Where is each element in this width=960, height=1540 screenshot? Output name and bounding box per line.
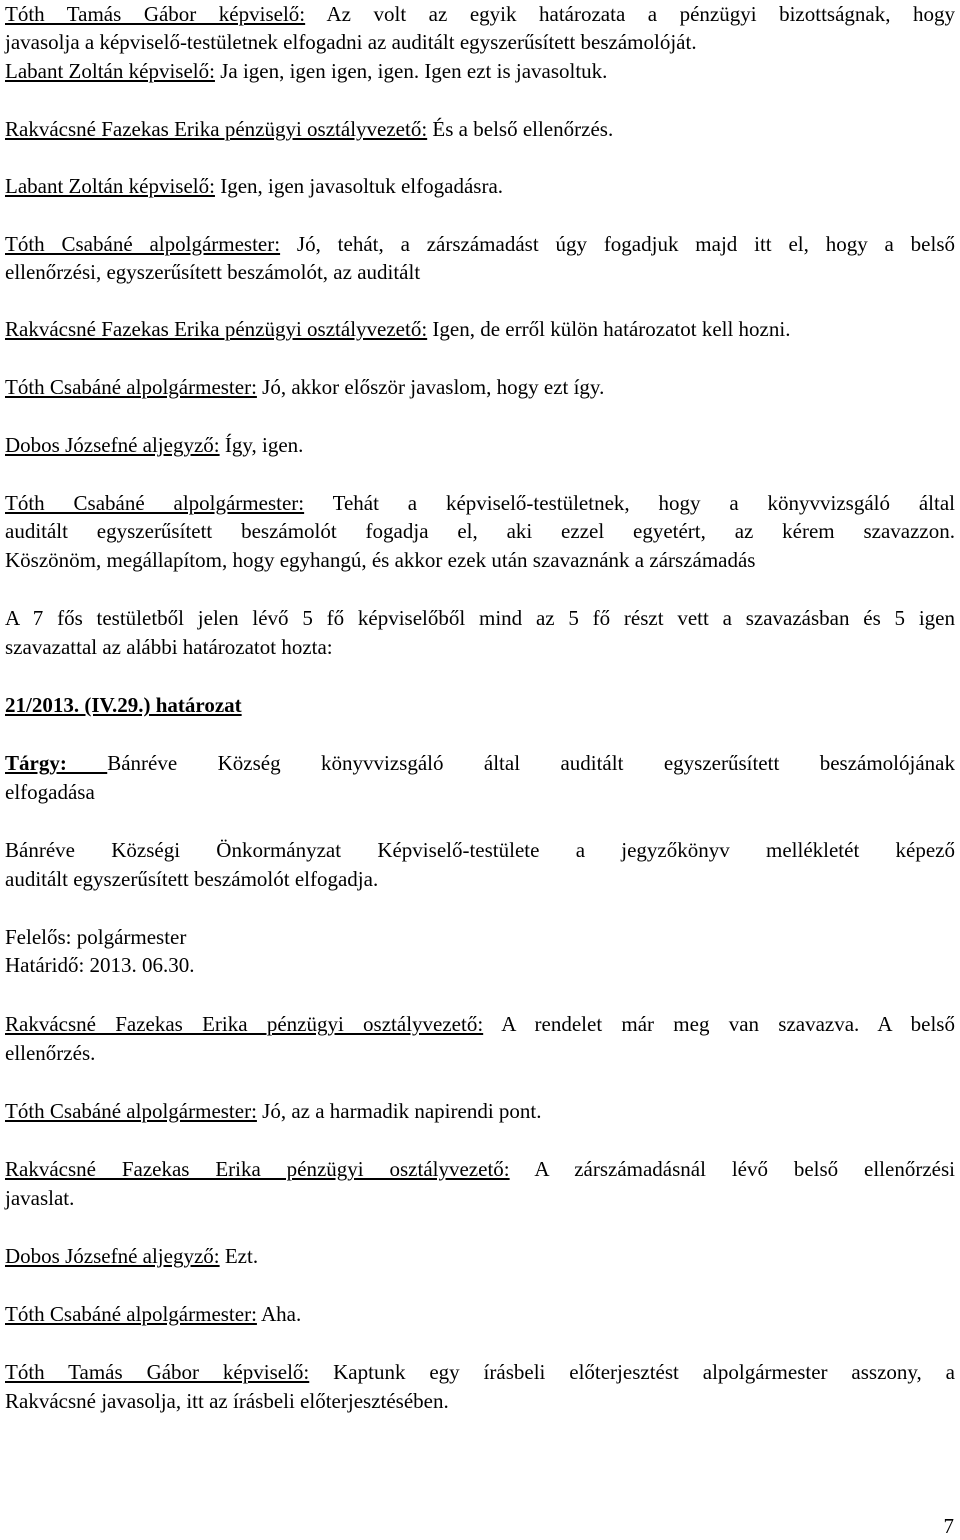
speech-text: auditált egyszerűsített beszámolót fogadja el, aki ezzel egyetért, az kérem szavazzon. — [5, 519, 955, 543]
speech-text: Jó, tehát, a zárszámadást úgy fogadjuk majd itt el, hogy a belső — [280, 232, 956, 256]
paragraph-line — [5, 431, 955, 459]
speaker-name: Tóth Csabáné alpolgármester: — [5, 1302, 257, 1326]
speaker-name: Tóth Tamás Gábor képviselő: — [5, 1360, 310, 1384]
speech-text: Az volt az egyik határozata a pénzügyi bizottságnak, hogy — [305, 2, 956, 26]
resolution-body-line — [5, 865, 955, 893]
speaker-name: Tóth Csabáné alpolgármester: — [5, 1099, 257, 1123]
resolution-subject-line — [5, 749, 955, 777]
paragraph-line — [5, 115, 955, 143]
subject-text: elfogadása — [5, 780, 95, 804]
paragraph-line — [5, 1300, 955, 1328]
resolution-title: 21/2013. (IV.29.) határozat — [5, 693, 242, 717]
speech-text: Igen, de erről külön határozatot kell hozni. — [427, 317, 791, 341]
speech-text: És a belső ellenőrzés. — [427, 117, 614, 141]
resolution-body-line — [5, 836, 955, 864]
speaker-name: Dobos Józsefné aljegyző: — [5, 1244, 220, 1268]
paragraph-line — [5, 517, 955, 545]
resolution-body-text: Bánréve Községi Önkormányzat Képviselő-testülete a jegyzőkönyv mellékletét képező — [5, 838, 955, 862]
paragraph-line — [5, 230, 955, 258]
speech-text: Ja igen, igen igen, igen. Igen ezt is javasoltuk. — [214, 59, 608, 83]
paragraph-line — [5, 1184, 955, 1212]
paragraph-line — [5, 28, 955, 56]
paragraph-line — [5, 1155, 955, 1183]
speaker-name: Tóth Tamás Gábor képviselő: — [5, 2, 306, 26]
speech-text: ellenőrzés. — [5, 1041, 96, 1065]
paragraph-line — [5, 1010, 955, 1038]
subject-label: Tárgy: — [5, 751, 108, 775]
vote-text: A 7 fős testületből jelen lévő 5 fő képviselőből mind az 5 fő részt vett a szavazásban és 5 igen — [5, 606, 955, 630]
responsible-text: Felelős: polgármester — [5, 925, 187, 949]
vote-result-line — [5, 633, 955, 661]
speech-text: javasolja a képviselő-testületnek elfogadni az auditált egyszerűsített beszámolóját. — [5, 30, 697, 54]
vote-result-line — [5, 604, 955, 632]
vote-text: szavazattal az alábbi határozatot hozta: — [5, 635, 333, 659]
paragraph-line — [5, 546, 955, 574]
paragraph-line — [5, 258, 955, 286]
paragraph-line — [5, 1387, 955, 1415]
speaker-name: Labant Zoltán képviselő: — [5, 59, 215, 83]
resolution-body-text: auditált egyszerűsített beszámolót elfogadja. — [5, 867, 379, 891]
speech-text: javaslat. — [5, 1186, 75, 1210]
speech-text: Jó, az a harmadik napirendi pont. — [256, 1099, 542, 1123]
page-number: 7 — [943, 1514, 954, 1538]
speech-text: Ezt. — [219, 1244, 259, 1268]
speaker-name: Tóth Csabáné alpolgármester: — [5, 375, 257, 399]
paragraph-line — [5, 489, 955, 517]
resolution-subject-line — [5, 778, 955, 806]
speech-text: Igen, igen javasoltuk elfogadásra. — [214, 174, 504, 198]
speech-text: Jó, akkor először javaslom, hogy ezt így. — [256, 375, 605, 399]
resolution-title-line — [5, 691, 955, 719]
speaker-name: Rakvácsné Fazekas Erika pénzügyi osztályvezető: — [5, 1012, 484, 1036]
responsible-line — [5, 923, 955, 951]
paragraph-line — [5, 172, 955, 200]
deadline-line — [5, 951, 955, 979]
deadline-text: Határidő: 2013. 06.30. — [5, 953, 195, 977]
speaker-name: Tóth Csabáné alpolgármester: — [5, 232, 281, 256]
paragraph-line — [5, 0, 955, 28]
speech-text: Aha. — [256, 1302, 302, 1326]
speaker-name: Rakvácsné Fazekas Erika pénzügyi osztályvezető: — [5, 317, 428, 341]
speech-text: Kaptunk egy írásbeli előterjesztést alpolgármester asszony, a — [309, 1360, 955, 1384]
paragraph-line — [5, 1242, 955, 1270]
speech-text: Tehát a képviselő-testületnek, hogy a könyvvizsgáló által — [304, 491, 955, 515]
paragraph-line — [5, 1039, 955, 1067]
paragraph-line — [5, 1358, 955, 1386]
speaker-name: Rakvácsné Fazekas Erika pénzügyi osztályvezető: — [5, 117, 428, 141]
speaker-name: Rakvácsné Fazekas Erika pénzügyi osztályvezető: — [5, 1157, 510, 1181]
speech-text: Rakvácsné javasolja, itt az írásbeli előterjesztésében. — [5, 1389, 449, 1413]
speaker-name: Tóth Csabáné alpolgármester: — [5, 491, 305, 515]
speech-text: Így, igen. — [219, 433, 304, 457]
speech-text: A rendelet már meg van szavazva. A belső — [483, 1012, 955, 1036]
paragraph-line — [5, 373, 955, 401]
speech-text: A zárszámadásnál lévő belső ellenőrzési — [509, 1157, 955, 1181]
paragraph-line — [5, 1097, 955, 1125]
speaker-name: Labant Zoltán képviselő: — [5, 174, 215, 198]
speech-text: Köszönöm, megállapítom, hogy egyhangú, és akkor ezek után szavaznánk a zárszámadás — [5, 548, 756, 572]
paragraph-line — [5, 57, 955, 85]
speech-text: ellenőrzési, egyszerűsített beszámolót, az auditált — [5, 260, 421, 284]
speaker-name: Dobos Józsefné aljegyző: — [5, 433, 220, 457]
paragraph-line — [5, 315, 955, 343]
subject-text: Bánréve Község könyvvizsgáló által auditált egyszerűsített beszámolójának — [107, 751, 955, 775]
